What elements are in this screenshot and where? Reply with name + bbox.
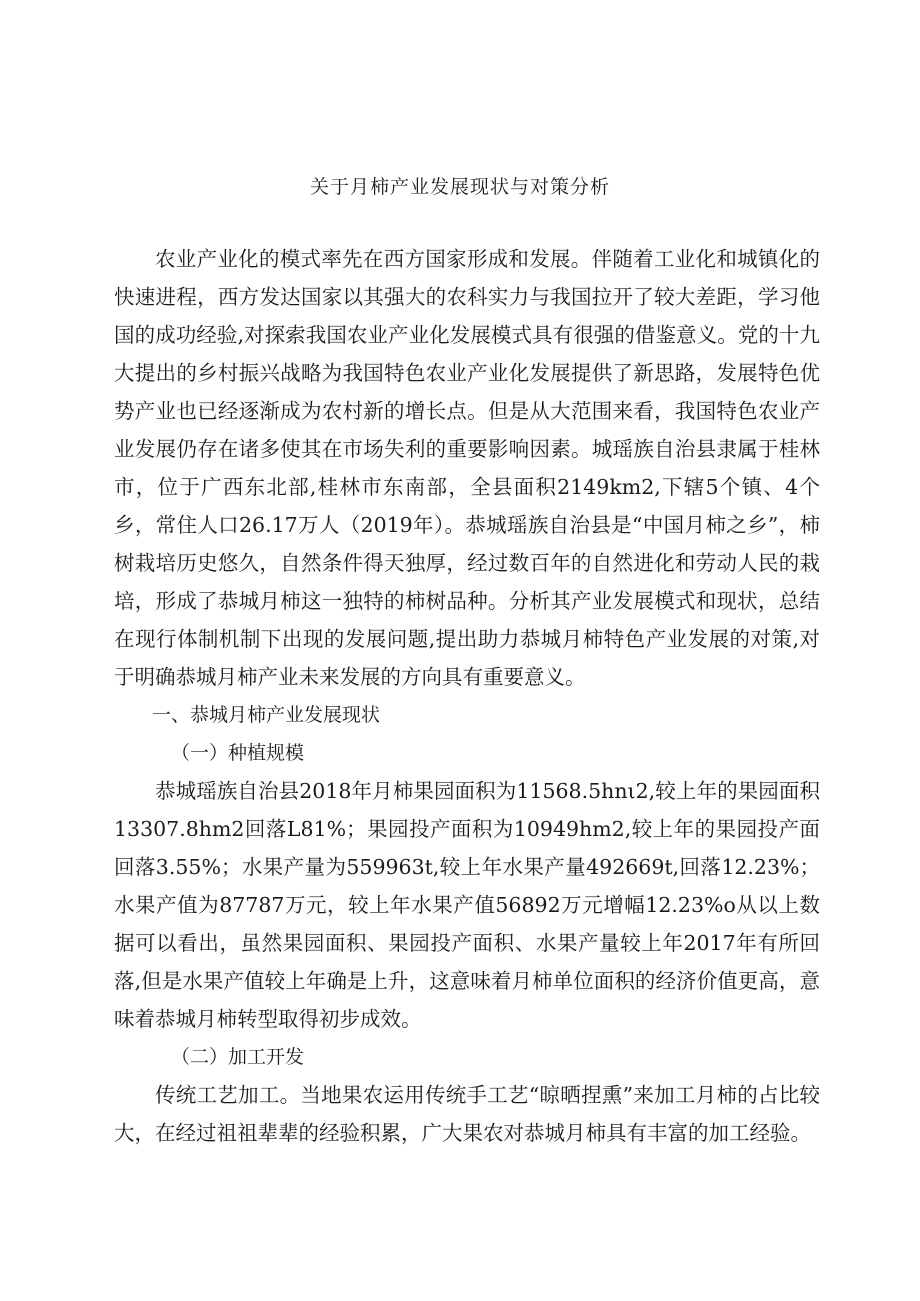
planting-scale-paragraph: 恭城瑶族自治县2018年月柿果园面积为11568.5hnι2,较上年的果园面积13307.8hm2回落L81%；果园投产面积为10949hm2,较上年的果园投产面回落3.55%；水果产量为559963t,较上年水果产量492669t,回落12.23%；水果产值为87787万元，较上年水果产值56892万元增幅12.23%o从以上数据可以看出，虽然果园面积、果园投产面积、水果产量较上年2017年有所回落,但是水果产值较上年确是上升，这意味着月柿单位面积的经济价值更高，意味着恭城月柿转型取得初步成效。: [114, 779, 820, 1031]
subsection-heading-processing: （二）加工开发: [171, 1046, 305, 1068]
intro-paragraph: 农业产业化的模式率先在西方国家形成和发展。伴随着工业化和城镇化的快速进程，西方发达国家以其强大的农科实力与我国拉开了较大差距，学习他国的成功经验,对探索我国农业产业化发展模式具有很强的借鉴意义。党的十九大提出的乡村振兴战略为我国特色农业产业化发展提供了新思路，发展特色优势产业也已经逐渐成为农村新的增长点。但是从大范围来看，我国特色农业产业发展仍存在诸多使其在市场失利的重要影响因素。城瑶族自治县隶属于桂林市，位于广西东北部,桂林市东南部，全县面积2149km2,下辖5个镇、4个乡，常住人口26.17万人（2019年）。恭城瑶族自治县是“中国月柿之乡”，柿树栽培历史悠久，自然条件得天独厚，经过数百年的自然进化和劳动人民的栽培，形成了恭城月柿这一独特的柿树品种。分析其产业发展模式和现状，总结在现行体制机制下出现的发展问题,提出助力恭城月柿特色产业发展的对策,对于明确恭城月柿产业未来发展的方向具有重要意义。: [114, 247, 820, 689]
document-body: [114, 240, 820, 1152]
document-title: 关于月柿产业发展现状与对策分析: [309, 176, 610, 198]
section-heading-1: 一、恭城月柿产业发展现状: [152, 704, 381, 726]
processing-paragraph: 传统工艺加工。当地果农运用传统手工艺“晾晒捏熏”来加工月柿的占比较大，在经过祖祖辈辈的经验积累，广大果农对恭城月柿具有丰富的加工经验。: [114, 1083, 820, 1145]
subsection-heading-planting-scale: （一）种植规模: [171, 742, 305, 764]
